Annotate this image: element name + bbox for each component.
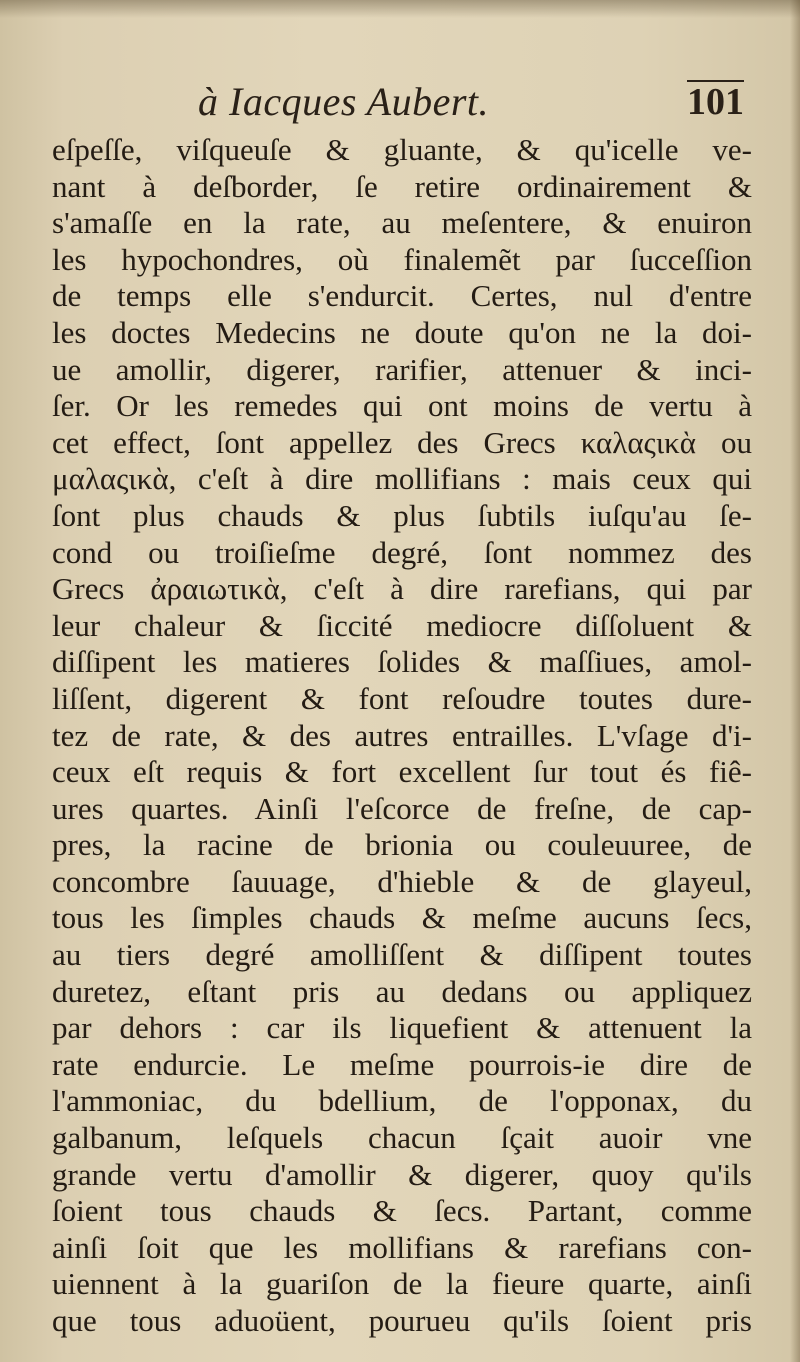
text-line: tez de rate, & des autres entrailles. L'vſage d'i- [52, 717, 752, 753]
text-line: ures quartes. Ainſi l'eſcorce de freſne, de cap- [52, 790, 752, 826]
text-line: μαλαςικὰ, c'eſt à dire mollifians : mais ceux qui [52, 461, 752, 497]
page-number: 101 [687, 81, 744, 123]
text-line: galbanum, leſquels chacun ſçait auoir vne [52, 1120, 752, 1156]
text-line: ainſi ſoit que les mollifians & rarefians con- [52, 1229, 752, 1265]
text-line: duretez, eſtant pris au dedans ou appliquez [52, 973, 752, 1009]
text-line: ſoient tous chauds & ſecs. Partant, comme [52, 1193, 752, 1229]
text-line: que tous aduoüent, pourueu qu'ils ſoient pris [52, 1303, 752, 1338]
text-line: l'ammoniac, du bdellium, de l'opponax, du [52, 1083, 752, 1119]
text-line: eſpeſſe, viſqueuſe & gluante, & qu'icelle ve- [52, 132, 752, 167]
page-header [48, 78, 748, 128]
text-line: liſſent, digerent & font reſoudre toutes dure- [52, 680, 752, 716]
text-line: ceux eſt requis & fort excellent ſur tout és fiê- [52, 754, 752, 790]
text-line: cet effect, ſont appellez des Grecs καλαςικὰ ou [52, 424, 752, 460]
text-line: concombre ſauuage, d'hieble & de glayeul, [52, 863, 752, 899]
text-line: Grecs ἀραιωτικὰ, c'eſt à dire rarefians, qui par [52, 571, 752, 607]
text-line: de temps elle s'endurcit. Certes, nul d'entre [52, 278, 752, 314]
right-edge-shadow [790, 0, 800, 1362]
text-line: rate endurcie. Le meſme pourrois-ie dire de [52, 1046, 752, 1082]
text-line: tous les ſimples chauds & meſme aucuns ſecs, [52, 900, 752, 936]
text-line: pres, la racine de brionia ou couleuuree, de [52, 827, 752, 863]
text-line: nant à deſborder, ſe retire ordinairement & [52, 168, 752, 204]
text-line: cond ou troiſieſme degré, ſont nommez des [52, 534, 752, 570]
text-line: au tiers degré amolliſſent & diſſipent toutes [52, 937, 752, 973]
top-edge-shadow [0, 0, 800, 18]
text-line: ſont plus chauds & plus ſubtils iuſqu'au ſe- [52, 497, 752, 533]
text-line: grande vertu d'amollir & digerer, quoy qu'ils [52, 1156, 752, 1192]
text-line: par dehors : car ils liquefient & attenuent la [52, 1010, 752, 1046]
text-line: diſſipent les matieres ſolides & maſſiues, amol- [52, 644, 752, 680]
text-line: les doctes Medecins ne doute qu'on ne la doi- [52, 314, 752, 350]
text-line: ue amollir, digerer, rarifier, attenuer & inci- [52, 351, 752, 387]
running-head: à Iacques Aubert. [198, 79, 490, 124]
text-line: ſer. Or les remedes qui ont moins de vertu à [52, 388, 752, 424]
body-text [52, 132, 752, 1340]
text-line: s'amaſſe en la rate, au meſentere, & enuiron [52, 205, 752, 241]
text-line: uiennent à la guariſon de la fieure quarte, ainſi [52, 1266, 752, 1302]
text-line: leur chaleur & ſiccité mediocre diſſoluent & [52, 607, 752, 643]
text-line: les hypochondres, où finalemẽt par ſucceſſion [52, 241, 752, 277]
